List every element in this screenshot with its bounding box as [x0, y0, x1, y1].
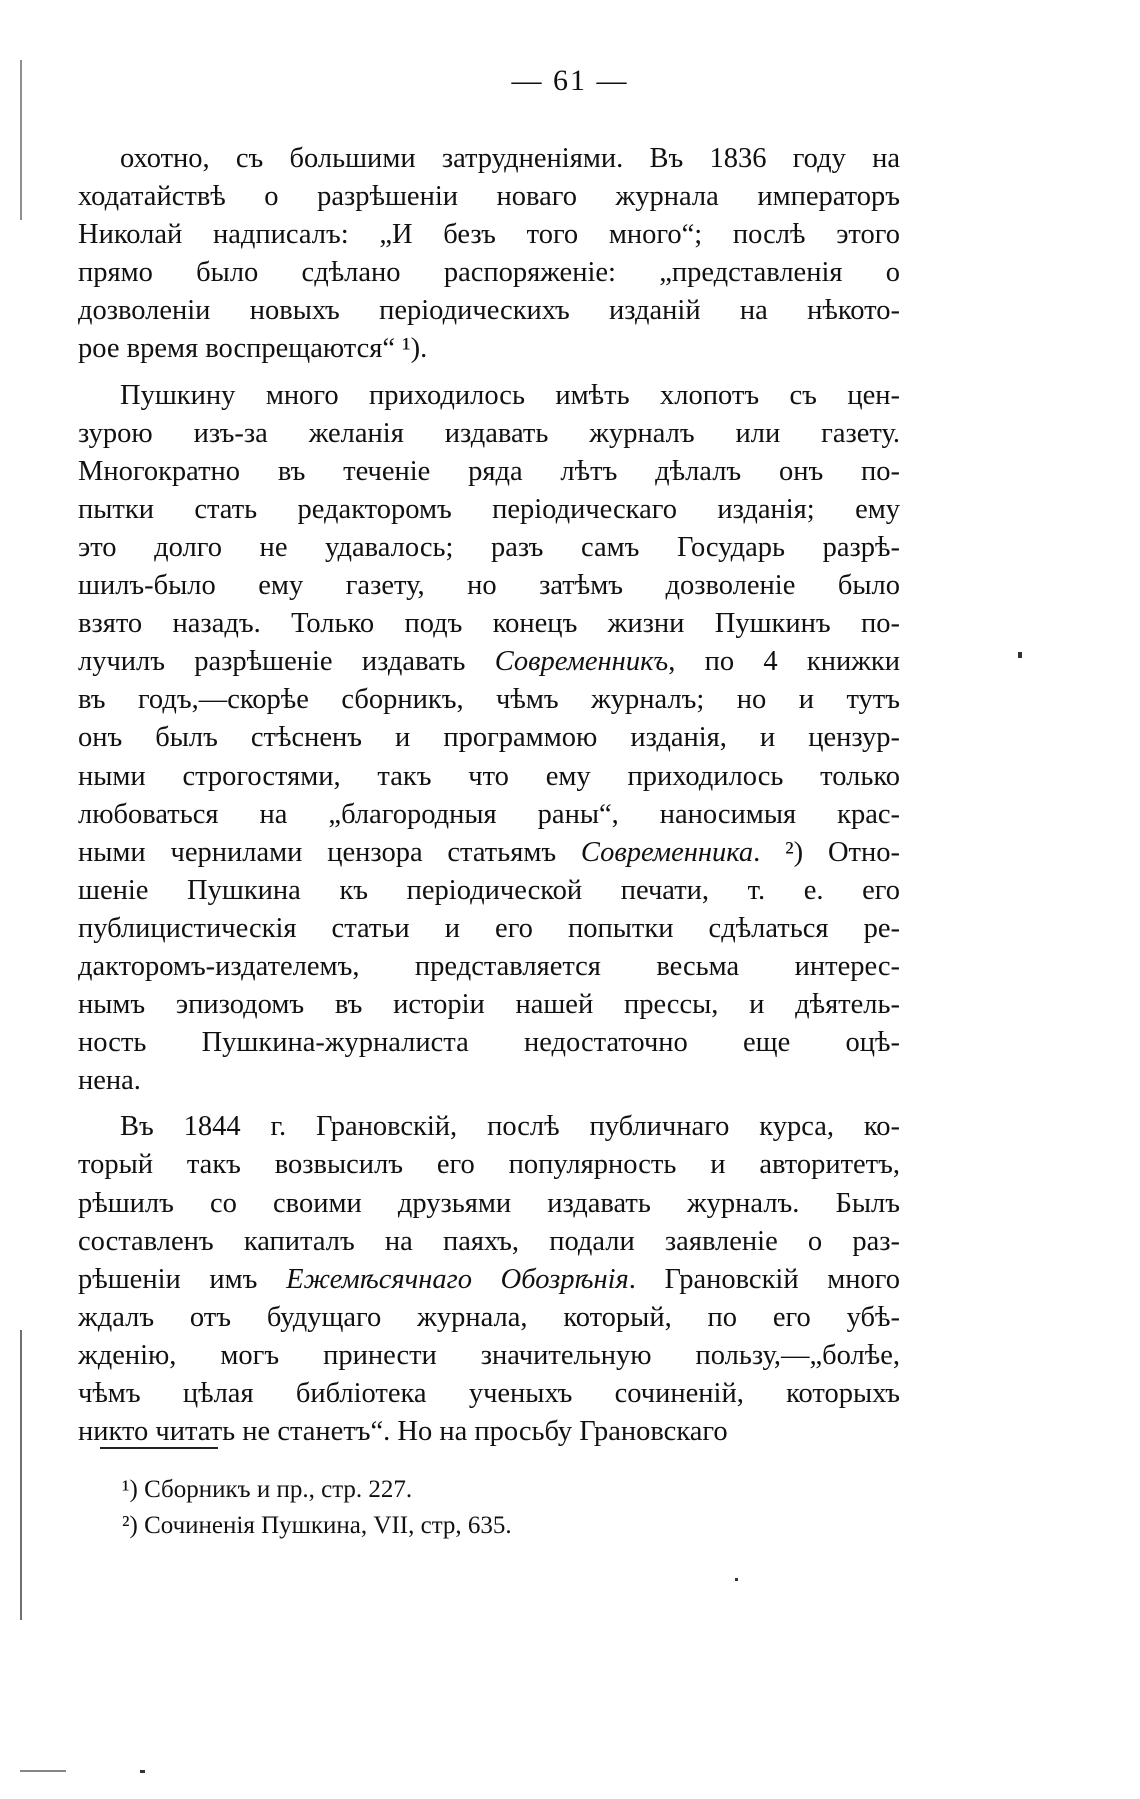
- footnotes: [122, 1472, 512, 1544]
- text-line: зурою изъ-за желанія издавать журналъ или газету.: [78, 417, 900, 449]
- text-line: Въ 1844 г. Грановскій, послѣ публичнаго курса, ко-: [120, 1111, 900, 1143]
- text-line: Николай надписалъ: „И безъ того много“; послѣ этого: [78, 219, 900, 251]
- scan-speck: [1018, 652, 1022, 658]
- page-number: — 61 —: [511, 64, 629, 97]
- text-line: дозволеніи новыхъ періодическихъ изданій на нѣкото-: [78, 295, 900, 327]
- text-line: нена.: [78, 1065, 141, 1097]
- text-line: ными чернилами цензора статьямъ Современника. ²) Отно-: [78, 836, 900, 868]
- text-line: составленъ капиталъ на паяхъ, подали заявленіе о раз-: [78, 1225, 900, 1257]
- text-line: лучилъ разрѣшеніе издавать Современникъ, по 4 книжки: [78, 646, 900, 678]
- text-line: чѣмъ цѣлая библіотека ученыхъ сочиненій, которыхъ: [78, 1378, 900, 1409]
- scan-margin-line: [20, 1330, 22, 1620]
- text-line: Многократно въ теченіе ряда лѣтъ дѣлалъ онъ по-: [78, 455, 900, 487]
- scan-margin-dash: [20, 1770, 66, 1772]
- text-line: любоваться на „благородныя раны“, наносимыя крас-: [78, 798, 900, 830]
- footnote-2: ²) Сочиненія Пушкина, VII, стр, 635.: [122, 1512, 512, 1539]
- text-line: взято назадъ. Только подъ конецъ жизни Пушкинъ по-: [78, 608, 900, 640]
- text-line: ность Пушкина-журналиста недостаточно еще оцѣ-: [78, 1027, 900, 1059]
- text-line: торый такъ возвысилъ его популярность и авторитетъ,: [78, 1149, 900, 1181]
- text-line: публицистическія статьи и его попытки сдѣлаться ре-: [78, 912, 900, 944]
- text-line: никто читать не станетъ“. Но на просьбу Грановскаго: [78, 1416, 728, 1448]
- text-line: рое время воспрещаются“ ¹).: [78, 333, 428, 365]
- text-line: ждалъ отъ будущаго журнала, который, по его убѣ-: [78, 1301, 900, 1333]
- text-line: охотно, съ большими затрудненіями. Въ 1836 году на: [120, 143, 900, 174]
- text-line: нымъ эпизодомъ въ исторіи нашей прессы, и дѣятель-: [78, 989, 900, 1021]
- text-line: шеніе Пушкина къ періодической печати, т. е. его: [78, 874, 900, 906]
- text-line: Пушкину много приходилось имѣть хлопотъ съ цен-: [120, 379, 900, 411]
- text-line: ными строгостями, такъ что ему приходилось только: [78, 760, 900, 792]
- text-line: шилъ-было ему газету, но затѣмъ дозволеніе было: [78, 570, 900, 602]
- text-line: рѣшилъ со своими друзьями издавать журналъ. Былъ: [78, 1187, 900, 1219]
- scan-speck: [735, 1578, 738, 1581]
- footnote-rule: [100, 1447, 218, 1449]
- footnote-1: ¹) Сборникъ и пр., стр. 227.: [122, 1476, 413, 1503]
- text-line: онъ былъ стѣсненъ и программою изданія, и цензур-: [78, 722, 900, 754]
- text-line: въ годъ,—скорѣе сборникъ, чѣмъ журналъ; но и тутъ: [78, 684, 900, 716]
- text-line: ходатайствѣ о разрѣшеніи новаго журнала императоръ: [78, 181, 900, 213]
- text-line: жденію, могъ принести значительную пользу,—„болѣе,: [78, 1339, 900, 1371]
- text-line: рѣшеніи имъ Ежемѣсячнаго Обозрѣнія. Грановскій много: [78, 1263, 900, 1295]
- scan-speck: [140, 1770, 145, 1773]
- text-line: прямо было сдѣлано распоряженіе: „представленія о: [78, 257, 900, 289]
- scan-margin-line: [20, 60, 22, 220]
- text-line: это долго не удавалось; разъ самъ Государь разрѣ-: [78, 531, 900, 563]
- text-line: пытки стать редакторомъ періодическаго изданія; ему: [78, 493, 900, 525]
- body-text: [78, 140, 900, 1451]
- text-line: дакторомъ-издателемъ, представляется весьма интерес-: [78, 950, 900, 982]
